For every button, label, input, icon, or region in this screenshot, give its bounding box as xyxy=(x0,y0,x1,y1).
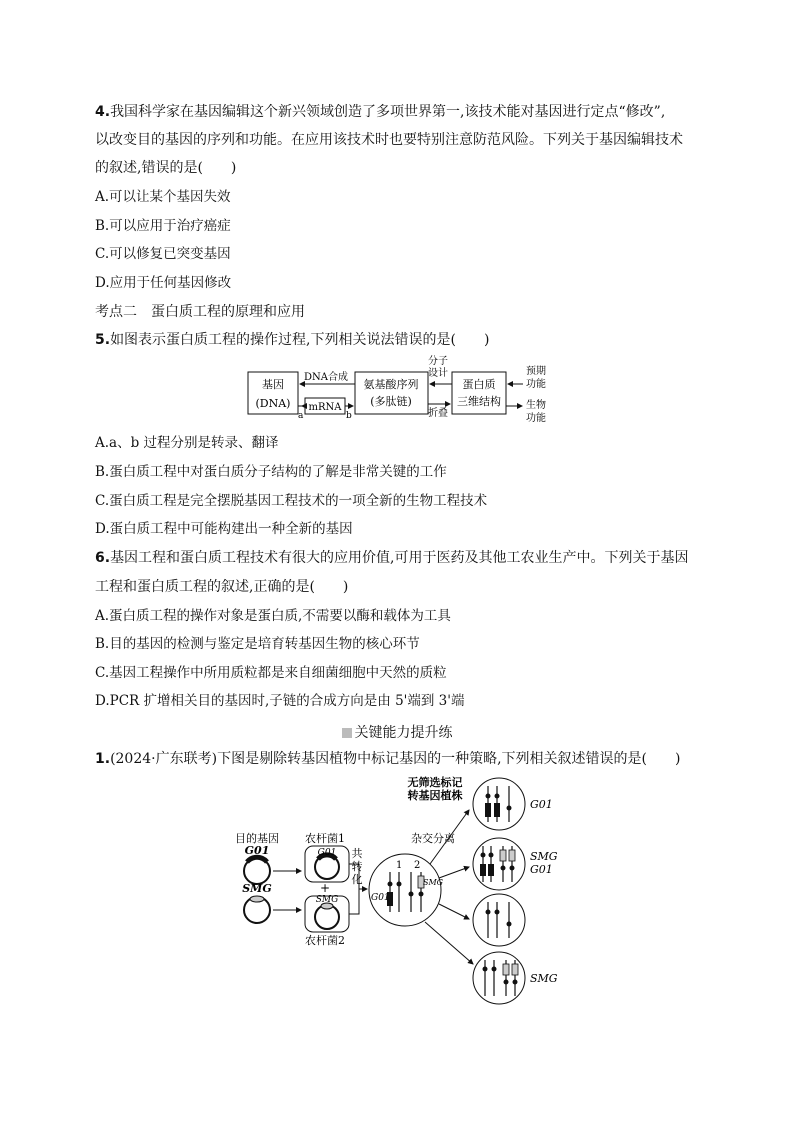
cross-separation-label: 杂交分离 xyxy=(411,832,455,845)
mrna-label: mRNA xyxy=(308,402,342,413)
protein-engineering-diagram xyxy=(240,352,560,432)
agro2-label: 农杆菌2 xyxy=(305,934,345,947)
expected-label-2: 功能 xyxy=(526,379,546,390)
q5-option-b: B.蛋白质工程中对蛋白质分子结构的了解是非常关键的工作 xyxy=(95,464,447,480)
bio-label-2: 功能 xyxy=(526,413,546,424)
g01-center-label: G01 xyxy=(371,893,390,903)
expected-label-1: 预期 xyxy=(526,366,546,377)
agro1-label: 农杆菌1 xyxy=(305,832,345,845)
q1-stem: 1.(2024·广东联考)下图是剔除转基因植物中标记基因的一种策略,下列相关叙述错误的是( ) xyxy=(95,751,681,767)
design-label-2: 设计 xyxy=(428,368,448,379)
dna-synthesis-label: DNA合成 xyxy=(304,372,348,383)
q6-line-2: 工程和蛋白质工程的叙述,正确的是( ) xyxy=(95,579,349,595)
no-marker-line1: 无筛选标记 xyxy=(407,776,463,789)
marker-gene-removal-diagram xyxy=(225,772,570,1017)
q6-line-1: 6.基因工程和蛋白质工程技术有很大的应用价值,可用于医药及其他工农业生产中。下列关于基因 xyxy=(95,550,689,566)
q1-number: 1. xyxy=(95,751,111,767)
fold-label: 折叠 xyxy=(428,408,448,419)
protein-line1: 蛋白质 xyxy=(462,378,496,391)
result-circle-3 xyxy=(473,894,525,946)
g01-inner-label: G01 xyxy=(317,848,337,858)
bio-label-1: 生物 xyxy=(526,400,546,411)
label-b: b xyxy=(346,411,352,421)
q4-option-a: A.可以让某个基因失效 xyxy=(95,189,231,205)
chrom-2-label: 2 xyxy=(414,860,421,871)
q6-option-b: B.目的基因的检测与鉴定是培育转基因生物的核心环节 xyxy=(95,636,420,652)
gene-label: 基因 xyxy=(262,378,284,391)
cotrans-2: 转 xyxy=(351,860,363,873)
q5-number: 5. xyxy=(95,332,111,348)
result-2-label-a: SMG xyxy=(530,850,558,863)
chrom-1-label: 1 xyxy=(396,860,403,871)
q4-option-c: C.可以修复已突变基因 xyxy=(95,246,231,262)
cotrans-1: 共 xyxy=(351,847,363,860)
cotrans-3: 化 xyxy=(351,873,363,886)
result-4-label: SMG xyxy=(530,972,558,985)
smg-center-label: SMG xyxy=(423,878,444,887)
aa-seq-line1: 氨基酸序列 xyxy=(363,378,419,391)
q4-line-1: 4.我国科学家在基因编辑这个新兴领域创造了多项世界第一,该技术能对基因进行定点“修改”, xyxy=(95,104,666,120)
dna-label: (DNA) xyxy=(255,397,291,410)
q4-line-2: 以改变目的基因的序列和功能。在应用该技术时也要特别注意防范风险。下列关于基因编辑技术 xyxy=(95,132,683,148)
section-heading: 关键能力提升练 xyxy=(0,722,794,742)
result-circle-4 xyxy=(473,952,525,1004)
no-marker-line2: 转基因植株 xyxy=(407,789,463,802)
q6-option-d: D.PCR 扩增相关目的基因时,子链的合成方向是由 5'端到 3'端 xyxy=(95,693,465,709)
q6-option-a: A.蛋白质工程的操作对象是蛋白质,不需要以酶和载体为工具 xyxy=(95,608,451,624)
q6-number: 6. xyxy=(95,550,111,566)
q4-option-d: D.应用于任何基因修改 xyxy=(95,275,232,291)
q5-stem: 5.如图表示蛋白质工程的操作过程,下列相关说法错误的是( ) xyxy=(95,332,490,348)
q5-option-d: D.蛋白质工程中可能构建出一种全新的基因 xyxy=(95,521,353,537)
design-label-1: 分子 xyxy=(428,356,448,367)
transformed-cell xyxy=(369,854,441,926)
target-gene-label: 目的基因 xyxy=(235,832,279,845)
label-a: a xyxy=(298,411,304,421)
q4-line-3: 的叙述,错误的是( ) xyxy=(95,160,237,176)
aa-seq-line2: (多肽链) xyxy=(370,395,412,408)
plus-sign: + xyxy=(319,881,331,895)
kaodian-heading: 考点二 蛋白质工程的原理和应用 xyxy=(95,304,305,320)
q4-option-b: B.可以应用于治疗癌症 xyxy=(95,218,231,234)
q4-number: 4. xyxy=(95,104,111,120)
smg-label-left: SMG xyxy=(242,882,272,895)
q5-option-a: A.a、b 过程分别是转录、翻译 xyxy=(95,435,279,451)
protein-line2: 三维结构 xyxy=(457,395,501,408)
q6-option-c: C.基因工程操作中所用质粒都是来自细菌细胞中天然的质粒 xyxy=(95,665,447,681)
g01-label-left: G01 xyxy=(244,844,270,857)
result-1-label: G01 xyxy=(530,798,553,811)
result-2-label-b: G01 xyxy=(530,863,553,876)
section-mark-icon xyxy=(342,728,352,738)
smg-inner-label: SMG xyxy=(315,895,339,905)
q5-option-c: C.蛋白质工程是完全摆脱基因工程技术的一项全新的生物工程技术 xyxy=(95,493,488,509)
